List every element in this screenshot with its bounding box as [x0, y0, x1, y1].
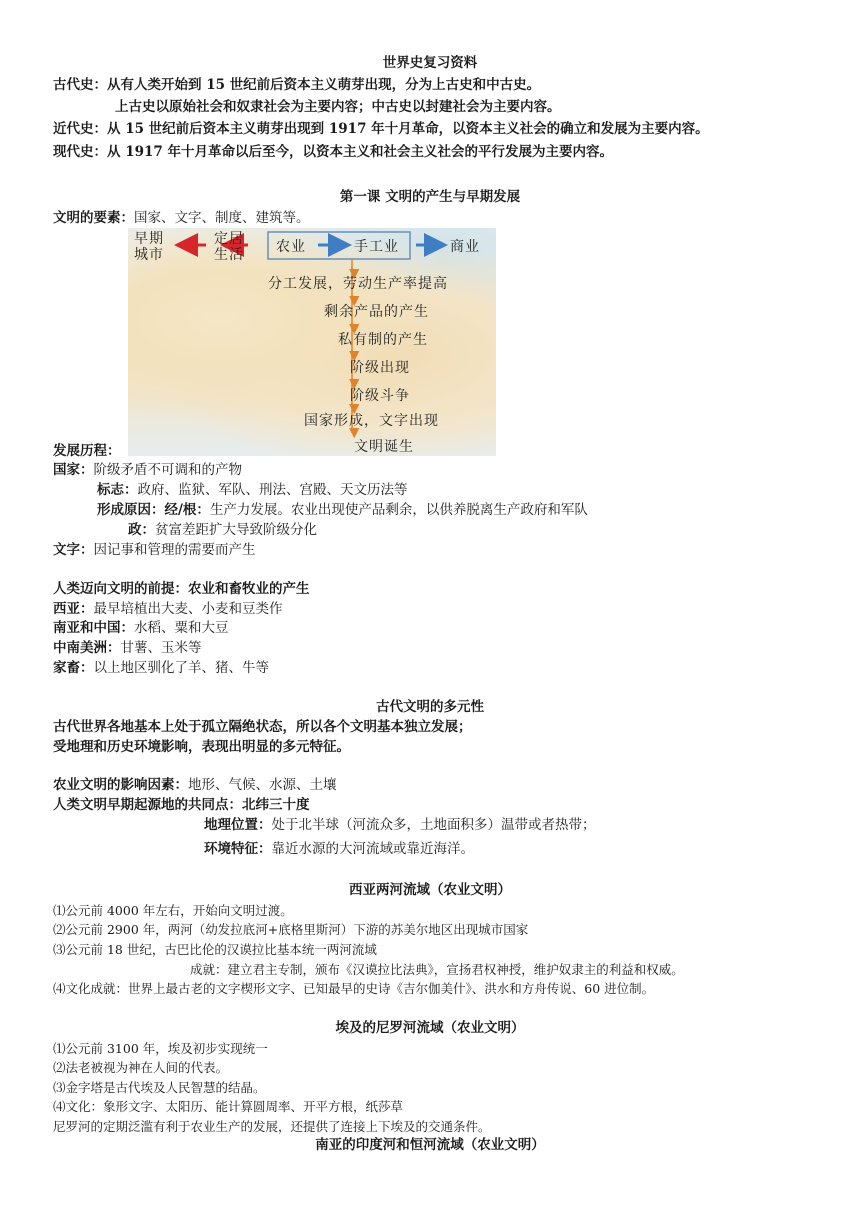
- sign-line: 标志：政府、监狱、军队、刑法、宫殿、天文历法等: [97, 482, 408, 498]
- settled-life-label: 定居 生活: [214, 231, 244, 263]
- diversity-heading: 古代文明的多元性: [376, 699, 484, 715]
- intro-ancient-sub: 上古史以原始社会和奴隶社会为主要内容；中古史以封建社会为主要内容。: [115, 99, 561, 115]
- egypt-item-2: ⑵法老被视为神在人间的代表。: [53, 1060, 229, 1075]
- document-title: 世界史复习资料: [382, 55, 478, 71]
- elements-text: 国家、文字、制度、建筑等。: [134, 210, 310, 226]
- commerce-label: 商业: [450, 239, 480, 255]
- lesson1-heading: 第一课 文明的产生与早期发展: [339, 189, 521, 205]
- handicraft-label: 手工业: [354, 239, 399, 255]
- factors-line: 农业文明的影响因素：地形、气候、水源、土壤: [53, 777, 337, 793]
- egypt-item-3: ⑶金字塔是古代埃及人民智慧的结晶。: [53, 1080, 266, 1095]
- egypt-item-4: ⑷文化：象形文字、太阳历、能计算圆周率、开平方根，纸莎草: [53, 1099, 404, 1114]
- elements-label: 文明的要素：: [53, 210, 134, 226]
- step-3: 私有制的产生: [338, 332, 428, 348]
- env-line: 环境特征：靠近水源的大河流域或靠近海洋。: [204, 841, 474, 857]
- mesopotamia-achievement: 成就：建立君主专制，颁布《汉谟拉比法典》，宣扬君权神授，维护奴隶主的利益和权威。: [190, 962, 684, 977]
- step-5: 阶级斗争: [350, 388, 410, 404]
- diversity-line-2: 受地理和历史环境影响，表现出明显的多元特征。: [53, 739, 350, 755]
- common-line: 人类文明早期起源地的共同点：北纬三十度: [53, 797, 310, 813]
- mesopotamia-heading: 西亚两河流域（农业文明）: [349, 882, 511, 898]
- geo-line: 地理位置：处于北半球（河流众多，土地面积多）温带或者热带；: [204, 817, 596, 833]
- india-heading: 南亚的印度河和恒河流域（农业文明）: [315, 1137, 545, 1153]
- livestock-line: 家畜：以上地区驯化了羊、猪、牛等: [53, 660, 269, 676]
- civilization-elements: [53, 209, 310, 228]
- mesopotamia-item-3: ⑶公元前 18 世纪，古巴比伦的汉谟拉比基本统一两河流域: [53, 942, 377, 957]
- egypt-heading: 埃及的尼罗河流域（农业文明）: [335, 1020, 525, 1036]
- politics-line: 政：贫富差距扩大导致阶级分化: [128, 522, 317, 538]
- step-2: 剩余产品的产生: [324, 304, 429, 320]
- state-line: 国家：阶级矛盾不可调和的产物: [53, 462, 242, 478]
- diversity-line-1: 古代世界各地基本上处于孤立隔绝状态，所以各个文明基本独立发展；: [53, 719, 472, 735]
- writing-line: 文字：因记事和管理的需要而产生: [53, 542, 256, 558]
- step-6: 国家形成，文字出现: [304, 413, 439, 429]
- civilization-origin-diagram: [128, 228, 496, 456]
- intro-contemporary: 现代史：从 1917 年十月革命以后至今，以资本主义和社会主义社会的平行发展为主要内容。: [53, 144, 613, 160]
- mesopotamia-item-2: ⑵公元前 2900 年，两河（幼发拉底河+底格里斯河）下游的苏美尔地区出现城市国家: [53, 922, 529, 937]
- intro-modern: 近代史：从 15 世纪前后资本主义萌芽出现到 1917 年十月革命，以资本主义社会的确立和发展为主要内容。: [53, 121, 709, 137]
- step-4: 阶级出现: [350, 360, 410, 376]
- mesopotamia-culture: ⑷文化成就：世界上最古老的文字楔形文字、已知最早的史诗《吉尔伽美什》、洪水和方舟传说、60 进位制。: [53, 981, 655, 996]
- step-7: 文明诞生: [354, 439, 414, 455]
- mesopotamia-item-1: ⑴公元前 4000 年左右，开始向文明过渡。: [53, 903, 293, 918]
- egypt-item-5: 尼罗河的定期泛滥有利于农业生产的发展，还提供了连接上下埃及的交通条件。: [53, 1119, 491, 1134]
- cause-line: 形成原因：经/根：生产力发展。农业出现使产品剩余，以供养脱离生产政府和军队: [97, 502, 588, 518]
- step-1: 分工发展，劳动生产率提高: [268, 276, 448, 292]
- west-asia-line: 西亚：最早培植出大麦、小麦和豆类作: [53, 601, 283, 617]
- egypt-item-1: ⑴公元前 3100 年，埃及初步实现统一: [53, 1041, 268, 1056]
- premise-line: 人类迈向文明的前提：农业和畜牧业的产生: [53, 581, 310, 597]
- latin-america-line: 中南美洲：甘薯、玉米等: [53, 640, 202, 656]
- south-asia-line: 南亚和中国：水稻、粟和大豆: [53, 620, 229, 636]
- process-label: 发展历程：: [53, 443, 121, 459]
- early-city-label: 早期 城市: [134, 231, 164, 263]
- intro-ancient: 古代史：从有人类开始到 15 世纪前后资本主义萌芽出现，分为上古史和中古史。: [53, 77, 541, 93]
- agriculture-label: 农业: [276, 239, 306, 255]
